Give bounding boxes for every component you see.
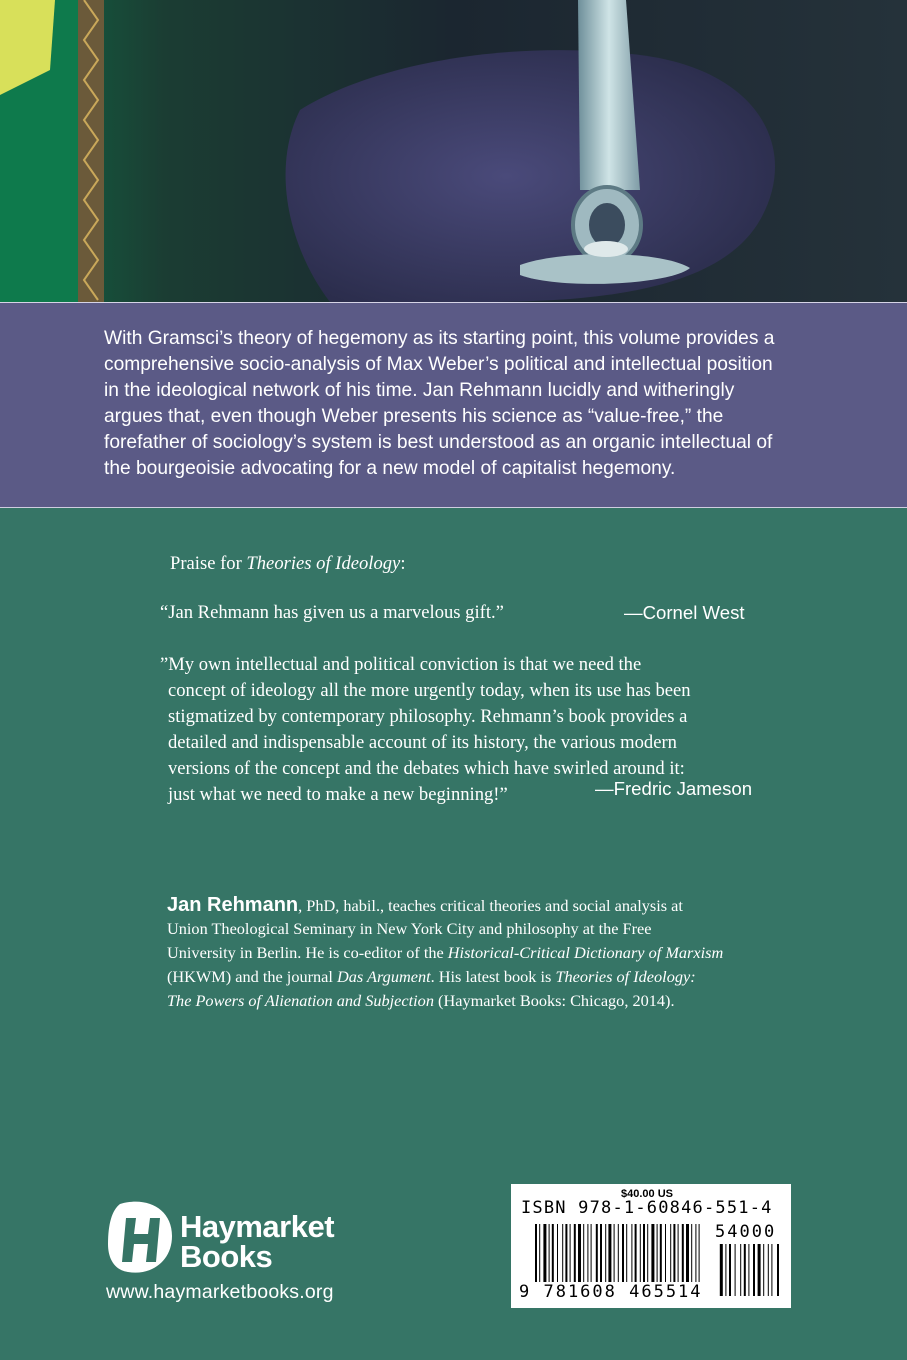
barcode-addon-bar [753, 1244, 755, 1296]
barcode-bar [640, 1224, 641, 1282]
blurb-line: the bourgeoisie advocating for a new model of capitalist hegemony. [104, 458, 676, 479]
barcode-bar [570, 1224, 571, 1282]
barcode-bar [657, 1224, 658, 1282]
barcode-bar [660, 1224, 662, 1282]
bio-text: University in Berlin. He is co-editor of the [167, 943, 448, 962]
blurb-line: With Gramsci’s theory of hegemony as its starting point, this volume provides a [104, 328, 775, 349]
barcode-addon-bar [725, 1244, 726, 1296]
barcode-bar [647, 1224, 648, 1282]
praise-intro-title: Theories of Ideology [246, 553, 401, 574]
barcode-bar [574, 1224, 576, 1282]
barcode-bar [626, 1224, 627, 1282]
cover-artwork [0, 0, 907, 302]
barcode-bar [670, 1224, 671, 1282]
barcode-bar [618, 1224, 619, 1282]
logo-name: Haymarket [180, 1209, 335, 1244]
author-name: Jan Rehmann [167, 894, 299, 916]
praise-quote-line: just what we need to make a new beginning!” [168, 784, 508, 805]
blurb-line: in the ideological network of his time. Jan Rehmann lucidly and witheringly [104, 380, 735, 401]
barcode-bar [587, 1224, 588, 1282]
barcode-bar [539, 1224, 540, 1282]
barcode-bar [665, 1224, 666, 1282]
praise-intro-suffix: : [400, 553, 406, 574]
publisher-website: www.haymarketbooks.org [106, 1281, 334, 1303]
haymarket-h-icon [106, 1200, 176, 1276]
isbn: ISBN 978-1-60846-551-4 [521, 1198, 773, 1218]
description-band [0, 302, 907, 508]
praise-quote-west: “Jan Rehmann has given us a marvelous gift.” [160, 602, 504, 623]
barcode-bar [622, 1224, 624, 1282]
barcode-bar [651, 1224, 654, 1282]
barcode [511, 1184, 791, 1308]
barcode-bar [605, 1224, 606, 1282]
bio-title-book: Theories of Ideology: [555, 967, 696, 986]
barcode-bar [543, 1224, 546, 1282]
barcode-addon-bar [763, 1244, 764, 1296]
barcode-bar [557, 1224, 558, 1282]
logo-sub: Books [180, 1239, 273, 1274]
bio-line-4 [167, 965, 696, 989]
praise-quote-line: detailed and indispensable account of its history, the various modern [168, 732, 677, 753]
barcode-addon-bar [758, 1244, 761, 1296]
praise-attribution-west: —Cornel West [624, 602, 745, 623]
barcode-bar [565, 1224, 567, 1282]
barcode-bar [578, 1224, 581, 1282]
barcode-bar [591, 1224, 592, 1282]
barcode-bar [695, 1224, 696, 1282]
barcode-bar [635, 1224, 637, 1282]
barcode-addon-bar [720, 1244, 723, 1296]
barcode-addon-bar [748, 1244, 749, 1296]
barcode-bar [631, 1224, 632, 1282]
barcode-bar [535, 1224, 537, 1282]
praise-intro [170, 551, 405, 577]
bio-title-book-sub: The Powers of Alienation and Subjection [167, 991, 434, 1010]
barcode-bar [682, 1224, 684, 1282]
barcode-bar [549, 1224, 550, 1282]
praise-attribution-jameson: —Fredric Jameson [595, 778, 753, 799]
bio-text: (Haymarket Books: Chicago, 2014). [433, 991, 675, 1010]
barcode-bar [699, 1224, 700, 1282]
bio-title-journal: Das Argument [337, 967, 431, 986]
barcode-bar [686, 1224, 689, 1282]
blurb-line: comprehensive socio-analysis of Max Weber’s political and intellectual position [104, 354, 773, 375]
barcode-bar [614, 1224, 615, 1282]
barcode-addon: 54000 [715, 1222, 777, 1242]
barcode-addon-bar [740, 1244, 741, 1296]
barcode-bar [552, 1224, 554, 1282]
barcode-addon-bar [768, 1244, 769, 1296]
barcode-bar [673, 1224, 675, 1282]
barcode-addon-bar [771, 1244, 772, 1296]
bio-line-5 [167, 989, 675, 1013]
praise-quote-line: ”My own intellectual and political conviction is that we need the [160, 654, 642, 675]
barcode-addon-bar [744, 1244, 746, 1296]
barcode-addon-bar [729, 1244, 731, 1296]
praise-quote-line: concept of ideology all the more urgently today, when its use has been [168, 680, 691, 701]
barcode-bar [562, 1224, 563, 1282]
barcode-bar [643, 1224, 645, 1282]
bio-line-1 [167, 893, 683, 918]
barcode-bar [608, 1224, 611, 1282]
barcode-bar [600, 1224, 602, 1282]
blurb-line: argues that, even though Weber presents his science as “value-free,” the [104, 406, 724, 427]
ean-digits: 9 781608 465514 [519, 1282, 703, 1302]
bio-line-2: Union Theological Seminary in New York City and philosophy at the Free [167, 919, 652, 938]
barcode-bar [596, 1224, 598, 1282]
bio-text: . His latest book is [430, 967, 556, 986]
barcode-bar [691, 1224, 692, 1282]
blurb-line: forefather of sociology’s system is best understood as an organic intellectual of [104, 432, 773, 453]
barcode-bar [583, 1224, 584, 1282]
price: $40.00 US [621, 1188, 673, 1200]
bio-text: (HKWM) and the journal [167, 967, 337, 986]
praise-quote-line: stigmatized by contemporary philosophy. Rehmann’s book provides a [168, 706, 688, 727]
bio-text: , PhD, habil., teaches critical theories and social analysis at [298, 896, 683, 915]
bio-title-dictionary: Historical-Critical Dictionary of Marxism [447, 943, 724, 962]
praise-quote-line: versions of the concept and the debates which have swirled around it: [168, 758, 685, 779]
barcode-bar [678, 1224, 679, 1282]
barcode-addon-bar [777, 1244, 779, 1296]
barcode-addon-bar [735, 1244, 736, 1296]
bio-line-3 [167, 941, 723, 965]
praise-intro-prefix: Praise for [170, 553, 247, 574]
